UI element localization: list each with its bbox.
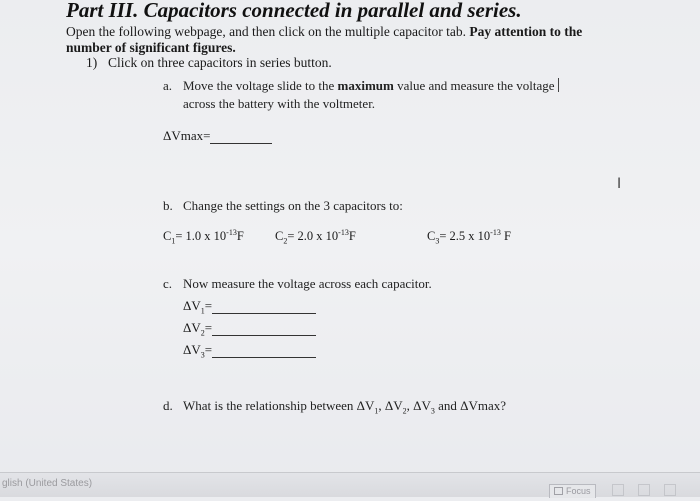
part-b-text: Change the settings on the 3 capacitors to: <box>183 198 403 213</box>
step-1 <box>86 55 332 71</box>
cap-value: = 2.0 x 10 <box>287 229 339 243</box>
v2-equals: = <box>204 320 213 335</box>
part-a-letter: a. <box>163 78 173 93</box>
v3-answer-field[interactable] <box>183 342 316 358</box>
section-title: Part III. Capacitors connected in parallel and series. <box>66 0 522 22</box>
v3-blank[interactable] <box>212 357 316 358</box>
part-c-letter: c. <box>163 276 173 291</box>
v1-subscript: 1 <box>200 306 205 316</box>
text-caret <box>558 78 559 92</box>
v3-label: ΔV <box>183 342 201 357</box>
part-d-text-1: What is the relationship between ΔV <box>183 398 375 413</box>
cap-subscript: 3 <box>435 236 440 246</box>
part-d-text-2: , ΔV <box>378 398 403 413</box>
part-d-text-4: and ΔVmax? <box>434 398 507 413</box>
cap-exponent: -13 <box>490 227 501 237</box>
v3-subscript: 3 <box>200 350 205 360</box>
print-layout-icon[interactable] <box>638 484 650 496</box>
intro-paragraph <box>66 24 582 56</box>
language-indicator[interactable]: glish (United States) <box>2 478 93 489</box>
cap-unit: F <box>500 229 511 243</box>
part-d-sub-3: 3 <box>430 406 435 416</box>
step-text: Click on three capacitors in series button. <box>108 55 332 70</box>
vmax-label: ΔVmax= <box>163 128 211 143</box>
cap-value: = 2.5 x 10 <box>439 229 491 243</box>
capacitor-2-value <box>275 229 356 244</box>
cap-value: = 1.0 x 10 <box>175 229 227 243</box>
part-a-text-2: value and measure the voltage <box>393 78 555 93</box>
part-d-sub-2: 2 <box>402 406 407 416</box>
part-b-line <box>163 198 403 214</box>
v2-label: ΔV <box>183 320 201 335</box>
capacitor-1-value <box>163 229 244 244</box>
focus-label: Focus <box>566 486 591 496</box>
part-a-text-1: Move the voltage slide to the <box>183 78 338 93</box>
v1-label: ΔV <box>183 298 201 313</box>
v1-answer-field[interactable] <box>183 298 316 314</box>
cap-exponent: -13 <box>226 227 237 237</box>
cap-exponent: -13 <box>338 227 349 237</box>
intro-text: Open the following webpage, and then click on the multiple capacitor tab. <box>66 24 470 39</box>
v3-equals: = <box>204 342 213 357</box>
intro-emphasis: Pay attention to the <box>469 24 583 39</box>
cap-subscript: 1 <box>171 236 176 246</box>
intro-line-2 <box>66 40 582 56</box>
capacitor-3-value <box>427 229 511 244</box>
v2-subscript: 2 <box>200 328 205 338</box>
cap-symbol: C <box>427 229 436 243</box>
part-c-text: Now measure the voltage across each capacitor. <box>183 276 432 291</box>
read-mode-icon[interactable] <box>612 484 624 496</box>
part-d-sub-1: 1 <box>374 406 379 416</box>
status-bar <box>0 472 700 497</box>
vmax-blank[interactable] <box>210 143 272 144</box>
cap-subscript: 2 <box>283 236 288 246</box>
part-d-line <box>163 398 506 414</box>
intro-emphasis-2: number of significant figures. <box>66 40 236 55</box>
v1-blank[interactable] <box>212 313 316 314</box>
part-d-letter: d. <box>163 398 173 413</box>
cap-symbol: C <box>163 229 172 243</box>
web-layout-icon[interactable] <box>664 484 676 496</box>
text-cursor-icon: I <box>617 176 622 192</box>
v2-blank[interactable] <box>212 335 316 336</box>
v1-equals: = <box>204 298 213 313</box>
cap-unit: F <box>348 229 356 243</box>
vmax-answer-field[interactable] <box>163 128 272 144</box>
v2-answer-field[interactable] <box>183 320 316 336</box>
cap-symbol: C <box>275 229 284 243</box>
part-c-line <box>163 276 432 292</box>
focus-icon <box>554 487 563 495</box>
part-a-line-1 <box>163 78 559 94</box>
part-a-line-2: across the battery with the voltmeter. <box>183 96 376 111</box>
step-number: 1) <box>86 55 98 70</box>
cap-unit: F <box>236 229 244 243</box>
intro-line-1 <box>66 24 582 40</box>
part-b-letter: b. <box>163 198 173 213</box>
view-mode-icons <box>612 483 700 497</box>
part-a-emphasis: maximum <box>337 78 394 93</box>
part-d-text-3: , ΔV <box>406 398 431 413</box>
